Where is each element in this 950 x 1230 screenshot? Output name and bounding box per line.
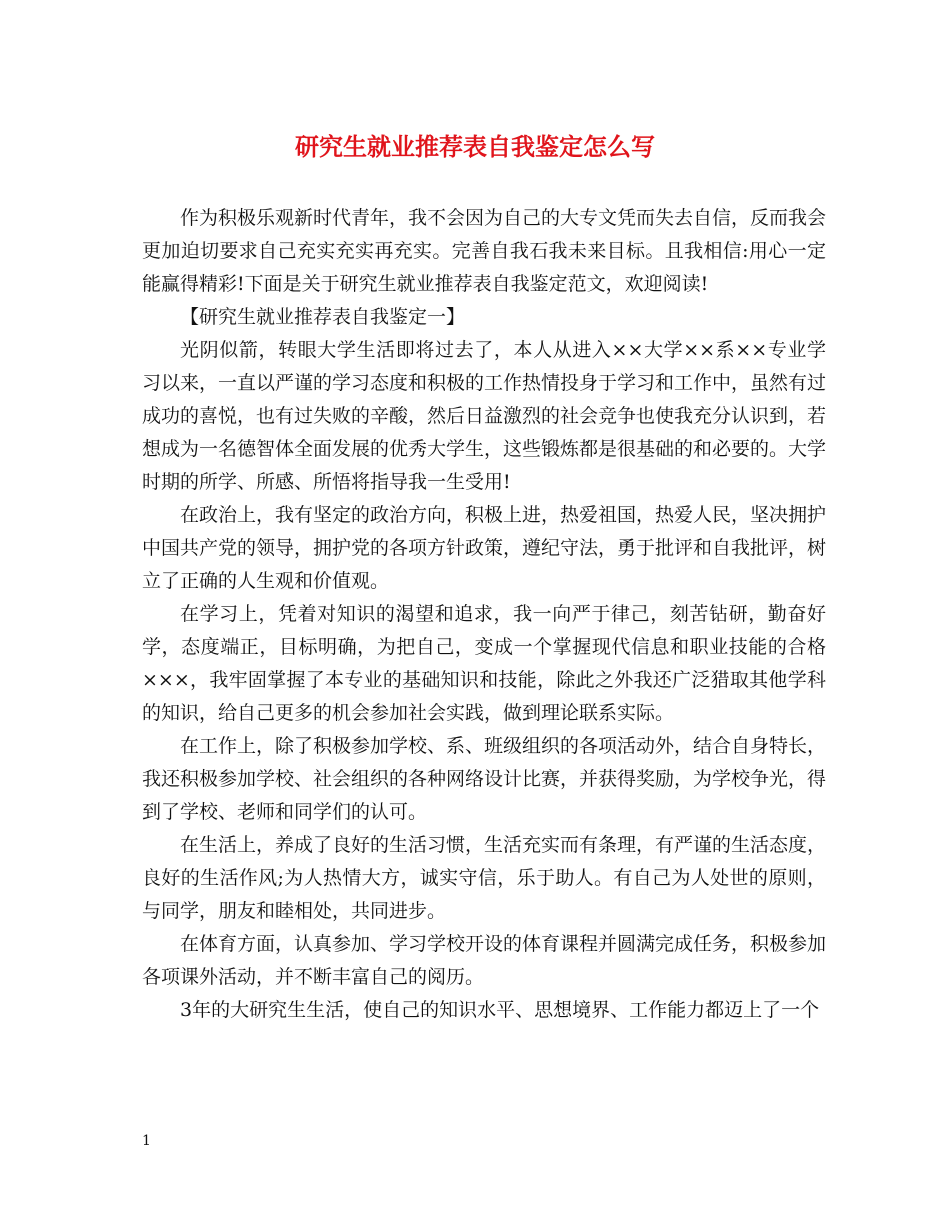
paragraph: 在体育方面，认真参加、学习学校开设的体育课程并圆满完成任务，积极参加各项课外活动，并不断丰富自己的阅历。	[142, 933, 827, 988]
paragraph: 在政治上，我有坚定的政治方向，积极上进，热爱祖国，热爱人民，坚决拥护中国共产党的领导，拥护党的各项方针政策，遵纪守法，勇于批评和自我批评，树立了正确的人生观和价值观。	[142, 504, 827, 592]
paragraph: 在学习上，凭着对知识的渴望和追求，我一向严于律己，刻苦钻研，勤奋好学，态度端正，目标明确，为把自己，变成一个掌握现代信息和职业技能的合格×××，我牢固掌握了本专业的基础知识和技能，除此之外我还广泛猎取其他学科的知识，给自己更多的机会参加社会实践，做到理论联系实际。	[142, 603, 826, 724]
paragraph: 3年的大研究生生活，使自己的知识水平、思想境界、工作能力都迈上了一个	[180, 999, 820, 1021]
section-heading: 【研究生就业推荐表自我鉴定一】	[180, 306, 466, 328]
page-title: 研究生就业推荐表自我鉴定怎么写	[295, 132, 655, 161]
paragraph: 在生活上，养成了良好的生活习惯，生活充实而有条理，有严谨的生活态度，良好的生活作风;为人热情大方，诚实守信，乐于助人。有自己为人处世的原则，与同学，朋友和睦相处，共同进步。	[142, 834, 827, 922]
paragraph-intro: 作为积极乐观新时代青年，我不会因为自己的大专文凭而失去自信，反而我会更加迫切要求自己充实充实再充实。完善自我石我未来目标。且我相信:用心一定能赢得精彩!下面是关于研究生就业推荐表自我鉴定范文，欢迎阅读!	[142, 207, 827, 295]
paragraph: 光阴似箭，转眼大学生活即将过去了，本人从进入××大学××系××专业学习以来，一直以严谨的学习态度和积极的工作热情投身于学习和工作中，虽然有过成功的喜悦，也有过失败的辛酸，然后日益激烈的社会竞争也使我充分认识到，若想成为一名德智体全面发展的优秀大学生，这些锻炼都是很基础的和必要的。大学时期的所学、所感、所悟将指导我一生受用!	[142, 339, 827, 493]
paragraph: 在工作上，除了积极参加学校、系、班级组织的各项活动外，结合自身特长，我还积极参加学校、社会组织的各种网络设计比赛，并获得奖励，为学校争光，得到了学校、老师和同学们的认可。	[142, 735, 827, 823]
document-body	[142, 202, 826, 1027]
page-number: 1	[142, 1133, 151, 1149]
